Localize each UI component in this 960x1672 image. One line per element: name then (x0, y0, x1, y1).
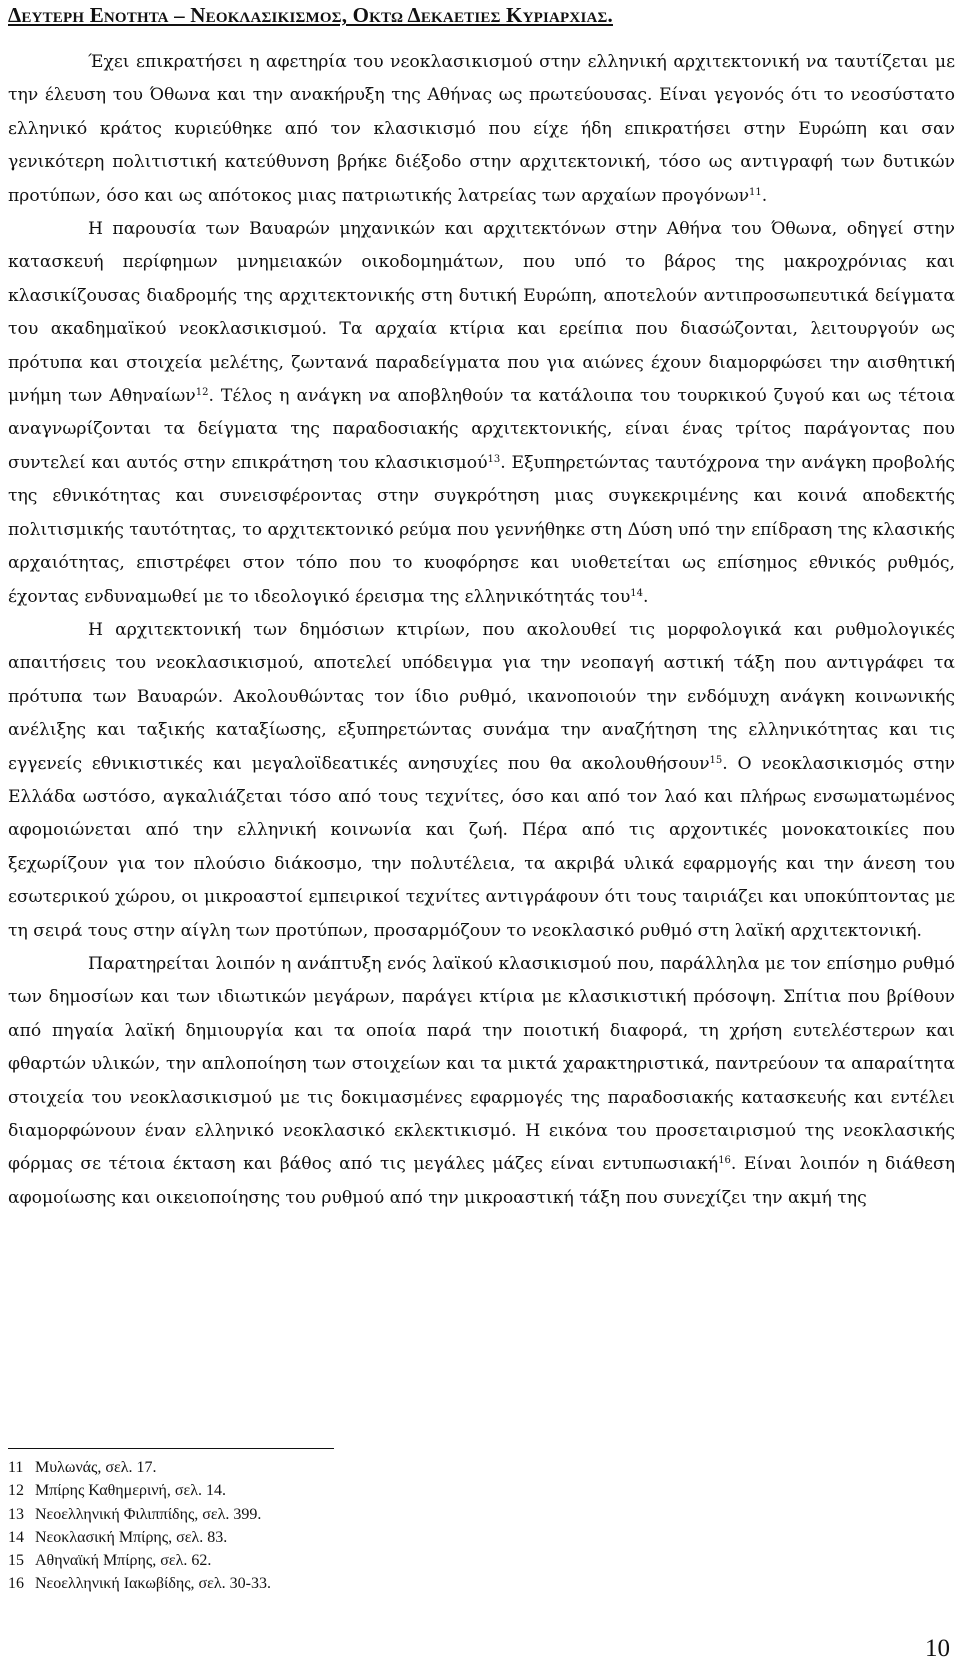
footnote-ref-15[interactable]: 15 (709, 754, 723, 766)
footnote-ref-11[interactable]: 11 (749, 186, 762, 198)
footnote-number: 14 (8, 1528, 24, 1546)
paragraph-1-text-end: . (761, 185, 768, 206)
footnotes (8, 1456, 608, 1596)
footnote-text: Νεοκλασική Μπίρης, σελ. 83. (35, 1528, 228, 1546)
paragraph-2-text-end: . (643, 586, 649, 607)
footnote-item (8, 1479, 608, 1502)
footnote-separator (8, 1448, 334, 1449)
section-heading: Δευτερη Ενοτητα – Νεοκλασικισμος, Οκτω Δεκαετιες Κυριαρχιας. (8, 3, 613, 27)
footnote-text: Μυλωνάς, σελ. 17. (35, 1459, 157, 1476)
footnote-ref-13[interactable]: 13 (487, 453, 501, 465)
paragraph-2 (8, 213, 955, 614)
footnote-number: 12 (8, 1482, 24, 1500)
footnote-text: Αθηναϊκή Μπίρης, σελ. 62. (35, 1552, 212, 1570)
paragraph-1 (8, 46, 955, 213)
footnote-item (8, 1503, 608, 1526)
footnote-number: 13 (8, 1505, 24, 1523)
footnote-ref-16[interactable]: 16 (718, 1155, 731, 1167)
paragraph-2-text-c: . Εξυπηρετώντας ταυτόχρονα την ανάγκη προβολής της εθνικότητας και συνεισφέροντας στην συγκρότηση μιας συγκεκριμένης και κοινά αποδεκτής πολιτισμικής ταυτότητας, το αρχιτεκτονικό ρεύμα που γεννήθηκε στη Δύση υπό την επίδραση της κλασικής αρχαιότητας, επιστρέφει στον τόπο που το κυοφόρησε και υιοθετείται ως επίσημος εθνικός ρυθμός, έχοντας ενδυναμωθεί με το ιδεολογικό έρεισμα της ελληνικότητάς του (8, 452, 955, 607)
paragraph-4-text-end: . Είναι λοιπόν η διάθεση αφομοίωσης και οικειοποίησης του ρυθμού από την μικροαστική τάξη που συνεχίζει την ακμή της (8, 1154, 955, 1208)
paragraph-2-text: Η παρουσία των Βαυαρών μηχανικών και αρχιτεκτόνων στην Αθήνα του Όθωνα, οδηγεί στην κατασκευή περίφημων μνημειακών οικοδομημάτων, που υπό το βάρος της μακροχρόνιας και κλασικίζουσας διαδρομής της αρχιτεκτονικής στη δυτική Ευρώπη, αποτελούν αντιπροσωπευτικά δείγματα του ακαδημαϊκού νεοκλασικισμού. Τα αρχαία κτίρια και ερείπια που διασώζονται, λειτουργούν ως πρότυπα και στοιχεία μελέτης, ζωντανά παραδείγματα που για αιώνες έχουν διαμορφώσει την αισθητική μνήμη των Αθηναίων (8, 219, 955, 407)
footnote-item (8, 1572, 608, 1595)
footnote-number: 11 (8, 1459, 24, 1476)
paragraph-2-text-b: . Τέλος η ανάγκη να αποβληθούν τα κατάλοιπα του τουρκικού ζυγού και ως τέτοια αναγνωρίζονται τα δείγματα της παραδοσιακής αρχιτεκτονικής, είναι ένας τρίτος παράγοντας που συντελεί και αυτός στην επικράτηση του κλασικισμού (8, 386, 955, 473)
footnote-number: 16 (8, 1575, 24, 1593)
paragraph-1-text: Έχει επικρατήσει η αφετηρία του νεοκλασικισμού στην ελληνική αρχιτεκτονική να ταυτίζεται με την έλευση του Όθωνα και την ανακήρυξη της Αθήνας ως πρωτεύουσας. Είναι γεγονός ότι το νεοσύστατο ελληνικό κράτος κυριεύθηκε από τον κλασικισμό που είχε ήδη επικρατήσει στην Ευρώπη και σαν γενικότερη πολιτιστική κατεύθυνση βρήκε διέξοδο στην αρχιτεκτονική, τόσο ως αντιγραφή των δυτικών προτύπων, όσο και ως απότοκος μιας πατριωτικής λατρείας των αρχαίων προγόνων (8, 52, 955, 206)
page-number: 10 (925, 1635, 950, 1662)
footnote-text: Νεοελληνική Ιακωβίδης, σελ. 30-33. (35, 1575, 271, 1593)
paragraph-3 (8, 614, 955, 948)
footnote-item (8, 1549, 608, 1572)
paragraph-3-text: Η αρχιτεκτονική των δημόσιων κτιρίων, που ακολουθεί τις μορφολογικά και ρυθμολογικές απαιτήσεις του νεοκλασικισμού, αποτελεί υπόδειγμα για την νεοπαγή αστική τάξη που αντιγράφει τα πρότυπα των Βαυαρών. Ακολουθώντας τον ίδιο ρυθμό, ικανοποιούν την ενδόμυχη ανάγκη κοινωνικής ανέλιξης και ταξικής καταξίωσης, εξυπηρετώντας συνάμα την αναζήτηση της ελληνικότητας και τις εγγενείς εθνικιστικές και μεγαλοϊδεατικές ανησυχίες που θα ακολουθήσουν (8, 619, 955, 774)
paragraph-4 (8, 948, 955, 1215)
footnote-ref-12[interactable]: 12 (195, 387, 209, 399)
footnote-number: 15 (8, 1552, 24, 1570)
paragraph-4-text: Παρατηρείται λοιπόν η ανάπτυξη ενός λαϊκού κλασικισμού που, παράλληλα με τον επίσημο ρυθμό των δημοσίων και των ιδιωτικών μεγάρων, παράγει κτίρια με κλασικιστική πρόσοψη. Σπίτια που βρίθουν από πηγαία λαϊκή δημιουργία και τα οποία παρά την ποιοτική διαφορά, τη χρήση ευτελέστερων και φθαρτών υλικών, την απλοποίηση των στοιχείων και τα μικτά χαρακτηριστικά, παντρεύουν τα απαραίτητα στοιχεία του νεοκλασικισμού με τις δοκιμασμένες εφαρμογές της παραδοσιακής κατασκευής και εντέλει διαμορφώνουν έναν ελληνικό νεοκλασικό εκλεκτικισμό. Η εικόνα του προσεταιρισμού της νεοκλασικής φόρμας σε τέτοια έκταση και βάθος από τις μεγάλες μάζες είναι εντυπωσιακή (8, 953, 955, 1175)
body-text (8, 46, 955, 1215)
footnote-ref-14[interactable]: 14 (630, 587, 644, 599)
footnote-item (8, 1526, 608, 1549)
footnote-text: Μπίρης Καθημερινή, σελ. 14. (35, 1482, 226, 1500)
footnote-item (8, 1456, 608, 1479)
footnote-text: Νεοελληνική Φιλιππίδης, σελ. 399. (35, 1505, 262, 1523)
paragraph-3-text-end: . Ο νεοκλασικισμός στην Ελλάδα ωστόσο, αγκαλιάζεται τόσο από τους τεχνίτες, όσο και από τον λαό και πλήρως ενσωματωμένος αφομοιώνεται από την ελληνική κοινωνία και ζωή. Πέρα από τις αρχοντικές μονοκατοικίες που ξεχωρίζουν για τον πλούσιο διάκοσμο, την πολυτέλεια, τα ακριβά υλικά εφαρμογής και την άνεση του εσωτερικού χώρου, οι μικροαστοί εμπειρικοί τεχνίτες αντιγράφουν ότι τους ταιριάζει και υποκύπτοντας με τη σειρά τους στην αίγλη των προτύπων, προσαρμόζουν το νεοκλασικό ρυθμό στη λαϊκή αρχιτεκτονική. (8, 753, 956, 941)
